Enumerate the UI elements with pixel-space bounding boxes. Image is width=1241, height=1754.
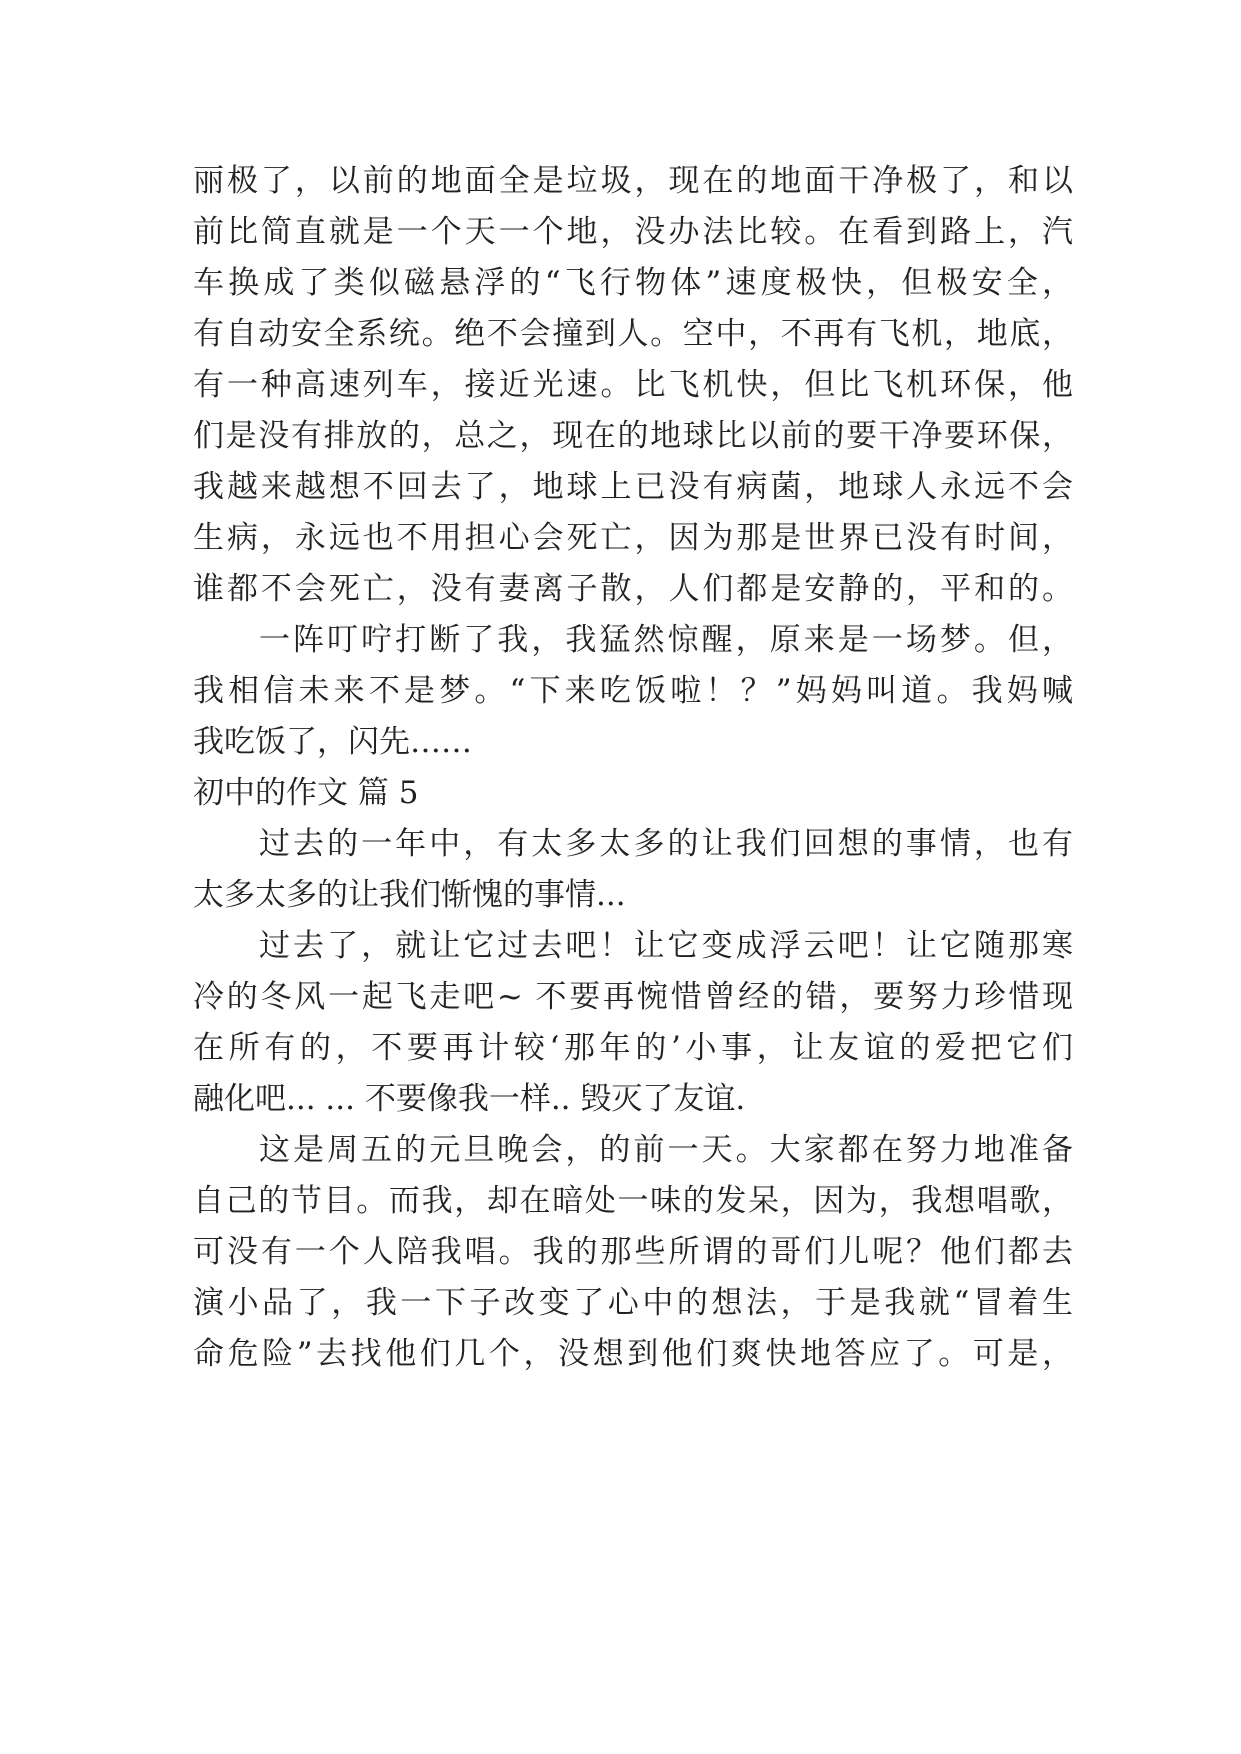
text-line: 在所有的，不要再计较‘那年的’小事，让友谊的爱把它们 [193, 1030, 1073, 1066]
text-line: 太多太多的让我们惭愧的事情... [193, 877, 626, 913]
text-line: 车换成了类似磁悬浮的“飞行物体”速度极快，但极安全， [193, 265, 1073, 301]
text-line: 可没有一个人陪我唱。我的那些所谓的哥们儿呢？他们都去 [193, 1234, 1073, 1270]
text-line: 这是周五的元旦晚会，的前一天。大家都在努力地准备 [259, 1132, 1073, 1168]
document-body [193, 156, 1073, 1380]
text-line: 有自动安全系统。绝不会撞到人。空中，不再有飞机，地底， [193, 316, 1073, 352]
text-line: 谁都不会死亡，没有妻离子散，人们都是安静的，平和的。 [193, 571, 1073, 607]
text-line: 我越来越想不回去了，地球上已没有病菌，地球人永远不会 [193, 469, 1073, 505]
paragraph-1 [193, 819, 1073, 921]
text-line: 丽极了，以前的地面全是垃圾，现在的地面干净极了，和以 [193, 163, 1073, 199]
text-line: 融化吧... ... 不要像我一样.. 毁灭了友谊. [193, 1081, 746, 1117]
text-line: 我吃饭了，闪先…… [193, 724, 472, 760]
paragraph-2 [193, 921, 1073, 1125]
text-line: 命危险”去找他们几个，没想到他们爽快地答应了。可是， [193, 1336, 1073, 1372]
text-line: 有一种高速列车，接近光速。比飞机快，但比飞机环保，他 [193, 367, 1073, 403]
text-line: 过去了，就让它过去吧！让它变成浮云吧！让它随那寒 [259, 928, 1073, 964]
text-line: 生病，永远也不用担心会死亡，因为那是世界已没有时间， [193, 520, 1073, 556]
text-line: 我相信未来不是梦。“下来吃饭啦！？”妈妈叫道。我妈喊 [193, 673, 1073, 709]
section-heading: 初中的作文 篇 5 [193, 775, 419, 811]
text-line: 演小品了，我一下子改变了心中的想法，于是我就“冒着生 [193, 1285, 1073, 1321]
paragraph-3 [193, 1125, 1073, 1380]
text-line: 们是没有排放的，总之，现在的地球比以前的要干净要环保， [193, 418, 1073, 454]
dream-paragraph [193, 615, 1073, 768]
text-line: 自己的节目。而我，却在暗处一味的发呆，因为，我想唱歌， [193, 1183, 1073, 1219]
text-line: 一阵叮咛打断了我，我猛然惊醒，原来是一场梦。但， [259, 622, 1073, 658]
text-line: 前比简直就是一个天一个地，没办法比较。在看到路上，汽 [193, 214, 1073, 250]
top-paragraph [193, 156, 1073, 615]
text-line: 冷的冬风一起飞走吧~ 不要再惋惜曾经的错，要努力珍惜现 [193, 979, 1073, 1015]
text-line: 过去的一年中，有太多太多的让我们回想的事情，也有 [259, 826, 1073, 862]
